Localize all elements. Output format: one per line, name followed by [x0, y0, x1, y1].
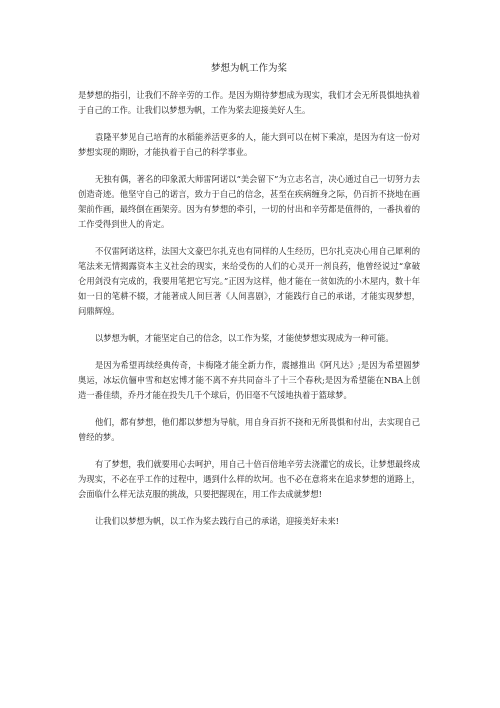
paragraph-conclusion: 让我们以梦想为帆，以工作为桨去践行自己的承诺，迎接美好未来!: [95, 516, 339, 526]
paragraph-belief: 以梦想为帆，才能坚定自己的信念，以工作为桨，才能使梦想实现成为一种可能。: [95, 333, 394, 343]
paragraph-yuan-longping: 袁隆平梦见自己培育的水稻能养活更多的人，能大到可以在树下乘凉，是因为有这一份对梦想实现的期盼，才能执着于自己的科学事业。: [78, 132, 420, 157]
paragraph-renoir: 无独有偶，著名的印象派大师雷阿诺以“美会留下”为立志名言，决心通过自己一切努力去创造奇迹。他坚守自己的诺言，致力于自己的信念，甚至在疾病缠身之际，仍百折不挠地在画架前作画，最终倒在画架旁。因为有梦想的牵引，一切的付出和辛劳都是值得的，一番执着的工作受得到世人的肯定。: [78, 174, 420, 229]
paragraph-they: 他们，都有梦想，他们都以梦想为导航，用自身百折不挠和无所畏惧和付出，去实现自己曾经的梦。: [78, 417, 420, 442]
paragraph-balzac: 不仅雷阿诺这样，法国大文豪巴尔扎克也有同样的人生经历，巴尔扎克决心用自己犀利的笔法来无情揭露资本主义社会的现实，来给受伤的人们的心灵开一剂良药，他曾经说过“拿破仑用剑没有完成的，我要用笔把它写完。”正因为这样，他才能在一贫如洗的小木屋内，数十年如一日的笔耕不辍，才能著成人间巨著《人间喜剧》，才能践行自己的承诺，才能实现梦想，问鼎辉煌。: [78, 246, 420, 316]
document-title: 梦想为帆工作为桨: [210, 63, 287, 74]
paragraph-examples: 是因为希望再续经典传奇，卡梅隆才能全新力作，震撼推出《阿凡达》;是因为希望圆梦奥运，冰坛伉俪申雪和赵宏博才能不离不弃共同奋斗了十三个春秋;是因为希望能在NBA上创造一番佳绩，乔丹才能在投失几千个球后，仍旧毫不气馁地执着于篮球梦。: [78, 360, 420, 400]
paragraph-intro: 是梦想的指引，让我们不辞辛劳的工作。是因为期待梦想成为现实，我们才会无所畏惧地执着于自己的工作。让我们以梦想为帆，工作为桨去迎接美好人生。: [78, 90, 420, 115]
paragraph-cherish-dream: 有了梦想，我们就要用心去呵护，用自己十倍百倍地辛劳去浇灌它的成长，让梦想最终成为现实，不必在乎工作的过程中，遇到什么样的坎坷。也不必在意将来在追求梦想的道路上，会面临什么样无法克服的挑战，只要把握现在，用工作去成就梦想!: [78, 459, 420, 499]
